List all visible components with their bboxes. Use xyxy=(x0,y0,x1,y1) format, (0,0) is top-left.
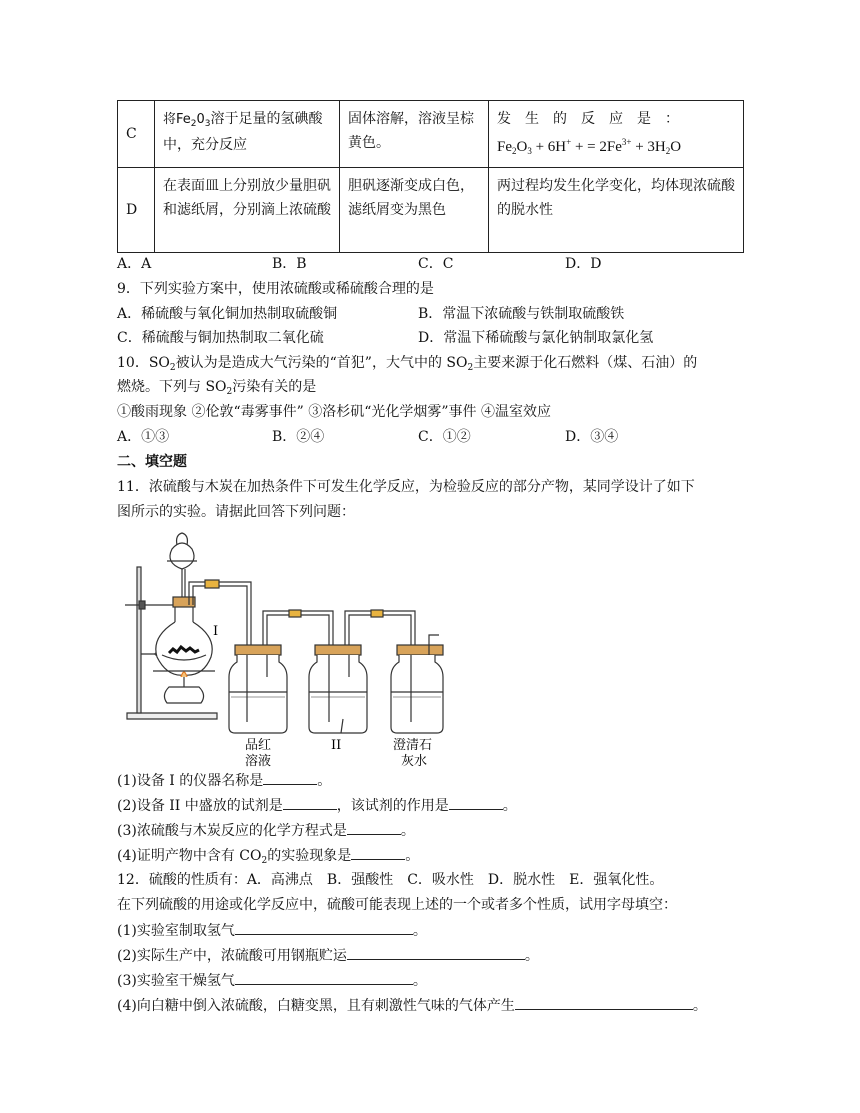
answer-blank[interactable] xyxy=(263,770,317,785)
answer-blank[interactable] xyxy=(347,820,401,835)
apparatus-label-i: I xyxy=(213,624,219,639)
q12-sub1: (1)实验室制取氢气 。 xyxy=(117,920,427,941)
table-row xyxy=(118,168,744,253)
q12-sub4: (4)向白糖中倒入浓硫酸，白糖变黑，且有刺激性气味的气体产生 。 xyxy=(117,995,707,1016)
operation-cell: 将$Fe_20_3$溶于足量的氢碘酸中，充分反应 xyxy=(155,101,340,168)
q8-option-d: D．D xyxy=(565,256,602,272)
q8-option-c: C．C xyxy=(418,256,454,272)
answer-blank[interactable] xyxy=(283,795,337,810)
q9-stem: 9．下列实验方案中，使用浓硫酸或稀硫酸合理的是 xyxy=(117,281,434,297)
q10-option-c: C．①② xyxy=(418,429,471,445)
q11-sub4: (4)证明产物中含有 $CO_2$的实验现象是 。 xyxy=(117,845,419,868)
answer-blank[interactable] xyxy=(449,795,503,810)
conclusion-cell: 两过程均发生化学变化，均体现浓硫酸的脱水性 xyxy=(489,168,744,253)
q9-option-d: D．常温下稀硫酸与氯化钠制取氯化氢 xyxy=(418,330,654,346)
q9-option-b: B．常温下浓硫酸与铁制取硫酸铁 xyxy=(418,306,625,322)
answer-blank[interactable] xyxy=(515,995,693,1010)
q8-option-b: B．B xyxy=(272,256,307,272)
q10-option-b: B．②④ xyxy=(272,429,325,445)
row-label: D xyxy=(118,168,155,253)
q12-sub2: (2)实际生产中，浓硫酸可用钢瓶贮运 。 xyxy=(117,945,539,966)
q9-option-a: A．稀硫酸与氧化铜加热制取硫酸铜 xyxy=(117,306,338,322)
q11-sub1: (1)设备 I 的仪器名称是 。 xyxy=(117,770,331,791)
answer-blank[interactable] xyxy=(347,945,525,960)
bottle-1-label: 溶液 xyxy=(245,754,272,767)
q10-stem-line1: 10．$SO_2$被认为是造成大气污染的“首犯”，大气中的 $SO_2$主要来源于化石燃料（煤、石油）的 xyxy=(117,355,698,373)
section-heading: 二、填空题 xyxy=(117,454,187,470)
answer-blank[interactable] xyxy=(235,970,413,985)
q10-stem-line2: 燃烧。下列与 $SO_2$污染有关的是 xyxy=(117,379,317,397)
bottle-3-label: 澄清石 xyxy=(393,738,433,753)
phenomenon-cell: 固体溶解，溶液呈棕黄色。 xyxy=(340,101,489,168)
table-row xyxy=(118,101,744,168)
q11-sub3: (3)浓硫酸与木炭反应的化学方程式是 。 xyxy=(117,820,415,841)
q9-option-c: C．稀硫酸与铜加热制取二氧化硫 xyxy=(117,330,324,346)
q10-option-a: A．①③ xyxy=(117,429,170,445)
phenomenon-cell: 胆矾逐渐变成白色，滤纸屑变为黑色 xyxy=(340,168,489,253)
conclusion-cell: 发 生 的 反 应 是 ： $Fe_2O_3 + 6H^+$ + = $2Fe^{3+} + 3H_2O$ xyxy=(489,101,744,168)
answer-blank[interactable] xyxy=(235,920,413,935)
q11-sub2: (2)设备 II 中盛放的试剂是 ，该试剂的作用是 。 xyxy=(117,795,517,816)
row-label: C xyxy=(118,101,155,168)
experiment-apparatus-figure xyxy=(117,527,447,767)
q10-option-d: D．③④ xyxy=(565,429,619,445)
q12-stem-line2: 在下列硫酸的用途或化学反应中，硫酸可能表现上述的一个或者多个性质，试用字母填空： xyxy=(117,897,677,913)
q12-stem-line1: 12．硫酸的性质有：A．高沸点 B．强酸性 C．吸水性 D．脱水性 E．强氧化性。 xyxy=(117,872,664,888)
bottle-3-label: 灰水 xyxy=(401,754,428,767)
q8-option-a: A．A xyxy=(117,256,152,272)
q11-stem-line1: 11．浓硫酸与木炭在加热条件下可发生化学反应，为检验反应的部分产物，某同学设计了如下 xyxy=(117,479,695,495)
operation-cell: 在表面皿上分别放少量胆矾和滤纸屑，分别滴上浓硫酸 xyxy=(155,168,340,253)
question-8-table xyxy=(117,100,744,253)
q10-items: ①酸雨现象 ②伦敦“毒雾事件” ③洛杉矶“光化学烟雾”事件 ④温室效应 xyxy=(117,404,551,420)
answer-blank[interactable] xyxy=(351,845,405,860)
reaction-equation: $Fe_2O_3 + 6H^+$ + = $2Fe^{3+} + 3H_2O$ xyxy=(497,137,682,156)
bottle-1-label: 品红 xyxy=(245,738,272,753)
apparatus-label-ii: II xyxy=(331,738,342,753)
q11-stem-line2: 图所示的实验。请据此回答下列问题： xyxy=(117,504,355,520)
q12-sub3: (3)实验室干燥氢气 。 xyxy=(117,970,427,991)
